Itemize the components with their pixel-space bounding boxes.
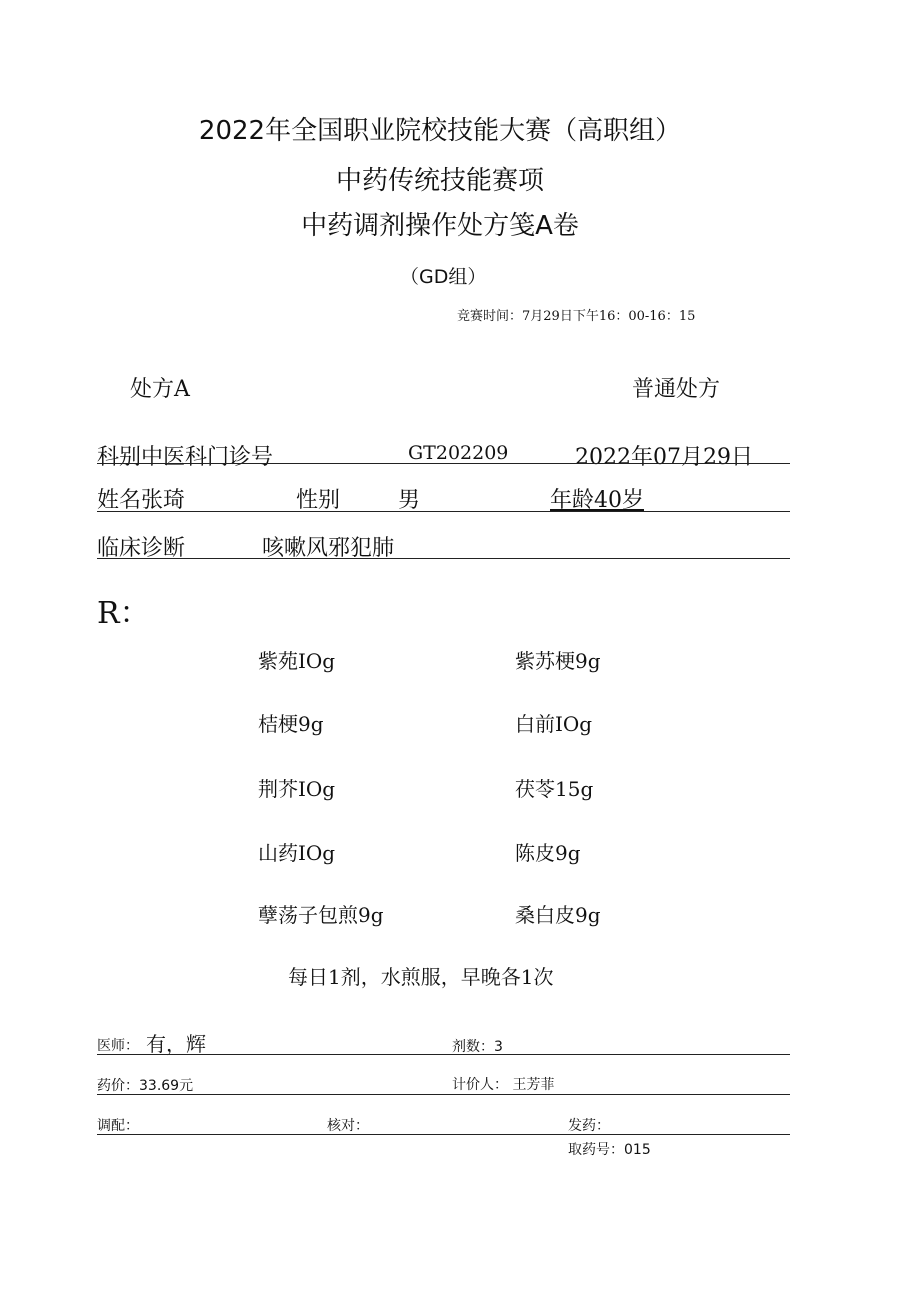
doctor-signature: 有，辉 — [146, 1032, 206, 1056]
divider-line — [97, 1094, 790, 1095]
herb-item: 桑白皮9g — [515, 903, 601, 927]
patient-age: 年龄40岁 — [550, 488, 644, 513]
herb-item: 紫苏梗9g — [515, 649, 601, 673]
herb-item: 白前IOg — [515, 712, 593, 736]
herb-item: 山药IOg — [258, 841, 336, 865]
divider-line — [97, 511, 790, 512]
divider-line — [97, 463, 790, 464]
pricer: 计价人： 王芳菲 — [452, 1077, 555, 1093]
pickup-number: 取药号：015 — [568, 1142, 651, 1158]
title-line3: 中药调剂操作处方笺A卷 — [301, 211, 579, 241]
doctor-label: 医师： — [97, 1038, 139, 1054]
competition-time: 竞赛时间：7月29日下午16：00-16：15 — [457, 309, 696, 324]
patient-name: 姓名张琦 — [97, 488, 186, 513]
herb-item: 孽荡子包煎9g — [258, 903, 384, 927]
group-label: （GD组） — [400, 266, 487, 288]
rx-symbol: R： — [97, 596, 150, 631]
diagnosis-label: 临床诊断 — [97, 536, 186, 561]
herb-item: 桔梗9g — [258, 712, 324, 736]
prescription-label: 处方A — [130, 377, 190, 402]
outpatient-number: GT202209 — [408, 442, 509, 464]
divider-line — [97, 1054, 790, 1055]
herb-item: 陈皮9g — [515, 841, 581, 865]
herb-item: 紫苑IOg — [258, 649, 336, 673]
usage-instructions: 每日1剂，水煎服，早晚各1次 — [288, 965, 554, 989]
divider-line — [97, 558, 790, 559]
herb-item: 荆芥IOg — [258, 777, 336, 801]
title-line2: 中药传统技能赛项 — [335, 166, 544, 196]
prescription-type: 普通处方 — [632, 377, 721, 402]
dose-count: 剂数：3 — [452, 1039, 503, 1055]
diagnosis-value: 咳嗽风邪犯肺 — [262, 536, 395, 561]
title-line1: 2022年全国职业院校技能大赛（高职组） — [198, 116, 682, 146]
divider-line — [97, 1134, 790, 1135]
check-label: 核对： — [327, 1118, 369, 1134]
herb-item: 茯苓15g — [515, 777, 594, 801]
dispense-label: 调配： — [97, 1118, 139, 1134]
gender-value: 男 — [398, 488, 421, 513]
gender-label: 性别 — [296, 488, 341, 513]
issue-label: 发药： — [568, 1118, 610, 1134]
drug-price: 药价：33.69元 — [97, 1078, 194, 1094]
prescription-date: 2022年07月29日 — [575, 445, 753, 470]
dept-label: 科别中医科门诊号 — [97, 445, 274, 470]
